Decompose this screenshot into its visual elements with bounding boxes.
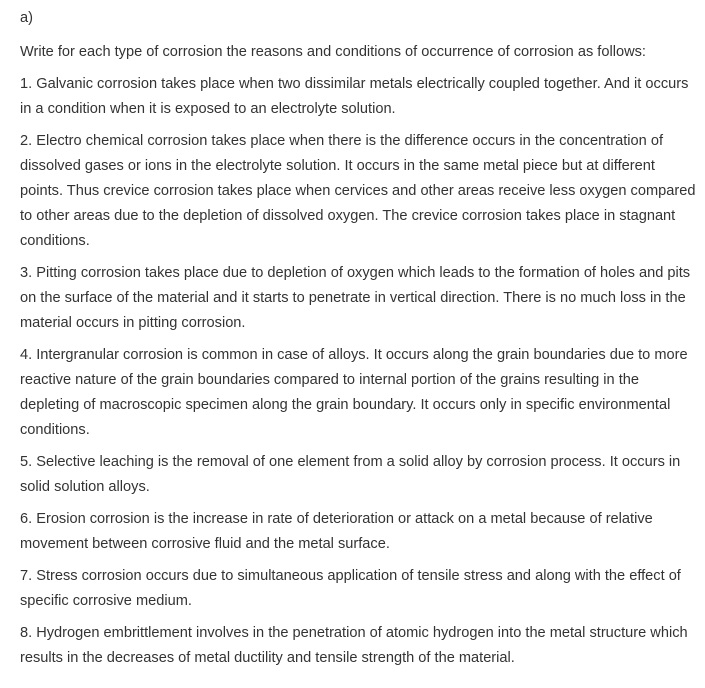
part-label: a) xyxy=(20,10,33,26)
point-erosion-corrosion: 6. Erosion corrosion is the increase in rate of deterioration or attack on a metal because of relative movement between corrosive fluid and the metal surface. xyxy=(20,511,653,552)
point-pitting-corrosion: 3. Pitting corrosion takes place due to depletion of oxygen which leads to the formation of holes and pits on the surface of the material and it starts to penetrate in vertical direction. There is no much loss in the material occurs in pitting corrosion. xyxy=(20,265,691,331)
point-selective-leaching: 5. Selective leaching is the removal of one element from a solid alloy by corrosion process. It occurs in solid solution alloys. xyxy=(20,454,681,495)
point-galvanic-corrosion: 1. Galvanic corrosion takes place when two dissimilar metals electrically coupled together. And it occurs in a condition when it is exposed to an electrolyte solution. xyxy=(20,76,689,117)
point-electrochemical-corrosion: 2. Electro chemical corrosion takes place when there is the difference occurs in the concentration of dissolved gases or ions in the electrolyte solution. It occurs in the same metal piece but at different points. Thus crevice corrosion takes place when cervices and other areas receive less oxygen compared to other areas due to the depletion of dissolved oxygen. The crevice corrosion takes place in stagnant conditions. xyxy=(20,133,696,249)
point-stress-corrosion: 7. Stress corrosion occurs due to simultaneous application of tensile stress and along with the effect of specific corrosive medium. xyxy=(20,568,681,609)
point-intergranular-corrosion: 4. Intergranular corrosion is common in case of alloys. It occurs along the grain boundaries due to more reactive nature of the grain boundaries compared to internal portion of the grains resulting in the depleting of macroscopic specimen along the grain boundary. It occurs only in specific environmental conditions. xyxy=(20,347,688,438)
point-hydrogen-embrittlement: 8. Hydrogen embrittlement involves in the penetration of atomic hydrogen into the metal structure which results in the decreases of metal ductility and tensile strength of the material. xyxy=(20,625,688,666)
intro-paragraph: Write for each type of corrosion the reasons and conditions of occurrence of corrosion as follows: xyxy=(20,44,646,60)
